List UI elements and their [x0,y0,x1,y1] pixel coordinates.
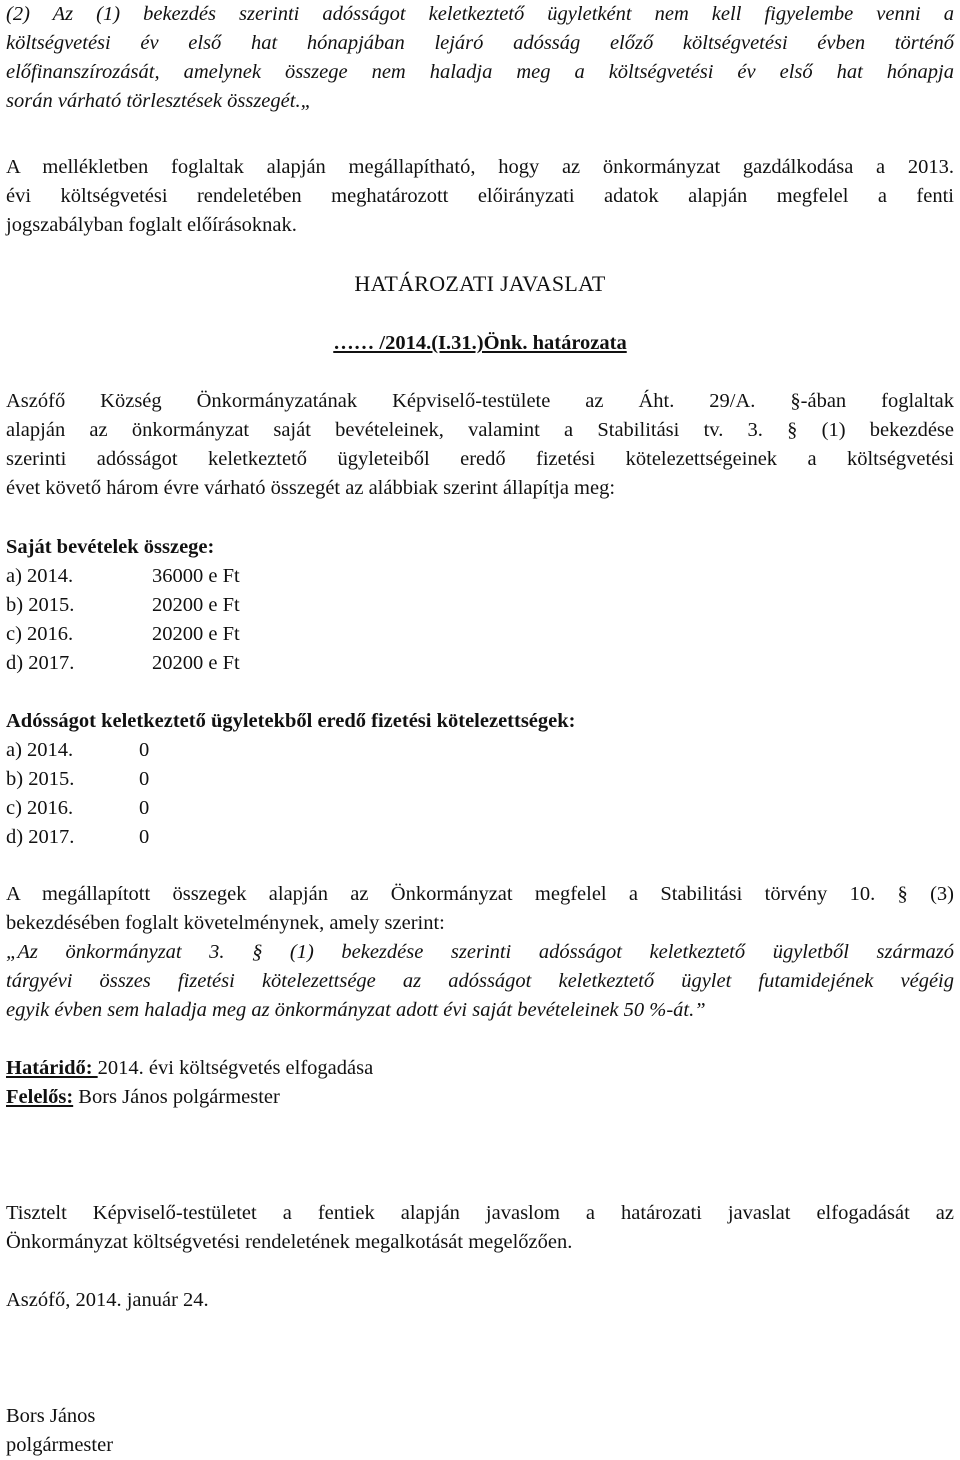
list-item-value: 20200 e Ft [152,623,240,645]
list-item-label: c) 2016. [6,623,74,645]
signature-title: polgármester [6,1434,114,1456]
conclusion-quote-line: „Az önkormányzat 3. § (1) bekezdése szerinti adósságot keletkeztető ügyletből származó [6,941,954,963]
list-item-label: d) 2017. [6,826,75,848]
assessment-line: jogszabályban foglalt előírásoknak. [6,214,297,236]
conclusion-line: bekezdésében foglalt követelménynek, amely szerint: [6,912,445,934]
responsible [6,1083,954,1112]
resolution-body-line: alapján az önkormányzat saját bevételeinek, valamint a Stabilitási tv. 3. § (1) bekezdése [6,419,954,441]
list-item-value: 0 [139,797,150,819]
deadline-value: 2014. évi költségvetés elfogadása [97,1057,374,1079]
list-item-value: 0 [139,739,150,761]
responsible-label: Felelős: [6,1086,74,1108]
list-item [6,649,240,678]
resolution-body-line: évet követő három évre várható összegét az alábbiak szerint állapítja meg: [6,477,616,499]
resolution-body-line: Aszófő Község Önkormányzatának Képviselő-testülete az Áht. 29/A. §-ában foglaltak [6,390,954,412]
list-item-value: 0 [139,826,150,848]
conclusion-quote-line: egyik évben sem haladja meg az önkormányzat adott évi saját bevételeinek 50 %-át.” [6,999,706,1021]
list-item-label: a) 2014. [6,739,74,761]
deadline-label: Határidő: [6,1057,98,1079]
list-item [6,562,240,591]
responsible-value: Bors János polgármester [73,1086,280,1108]
debt-obligations-heading: Adósságot keletkeztető ügyletekből eredő fizetési kötelezettségek: [6,710,576,732]
intro-quote-line: költségvetési év első hat hónapjában lejáró adósság előző költségvetési évben történő [6,32,954,54]
list-item-value: 36000 e Ft [152,565,240,587]
list-item-value: 20200 e Ft [152,652,240,674]
assessment-line: évi költségvetési rendeletében meghatározott előirányzati adatok alapján megfelel a fenti [6,185,954,207]
list-item [6,736,149,765]
list-item-label: a) 2014. [6,565,74,587]
list-item [6,823,149,852]
own-revenue-heading: Saját bevételek összege: [6,536,215,558]
intro-quote-line: előfinanszírozását, amelynek összege nem haladja meg a költségvetési év első hat hónapja [6,61,954,83]
list-item-label: b) 2015. [6,768,75,790]
intro-quote-line: (2) Az (1) bekezdés szerinti adósságot keletkeztető ügyletként nem kell figyelembe venni a [6,3,954,25]
proposal-title: HATÁROZATI JAVASLAT [354,271,606,296]
resolution-number: …… /2014.(I.31.)Önk. határozata [333,332,627,354]
intro-quote-line: során várható törlesztések összegét.„ [6,90,312,112]
list-item-value: 0 [139,768,150,790]
deadline [6,1054,954,1083]
assessment-line: A mellékletben foglaltak alapján megállapítható, hogy az önkormányzat gazdálkodása a 2013. [6,156,954,178]
list-item [6,794,149,823]
resolution-body-line: szerinti adósságot keletkeztető ügyleteiből eredő fizetési kötelezettségeinek a költségvetési [6,448,954,470]
list-item-label: b) 2015. [6,594,75,616]
list-item [6,591,240,620]
conclusion-line: A megállapított összegek alapján az Önkormányzat megfelel a Stabilitási törvény 10. § (3) [6,883,954,905]
list-item-value: 20200 e Ft [152,594,240,616]
list-item-label: d) 2017. [6,652,75,674]
closing-line: Tisztelt Képviselő-testületet a fentiek alapján javaslom a határozati javaslat elfogadását az [6,1202,954,1224]
signature-name: Bors János [6,1405,96,1427]
list-item [6,620,240,649]
conclusion-quote-line: tárgyévi összes fizetési kötelezettsége az adósságot keletkeztető ügylet futamidejének végéig [6,970,954,992]
place-date: Aszófő, 2014. január 24. [6,1289,209,1311]
list-item [6,765,149,794]
list-item-label: c) 2016. [6,797,74,819]
closing-line: Önkormányzat költségvetési rendeletének megalkotását megelőzően. [6,1231,573,1253]
